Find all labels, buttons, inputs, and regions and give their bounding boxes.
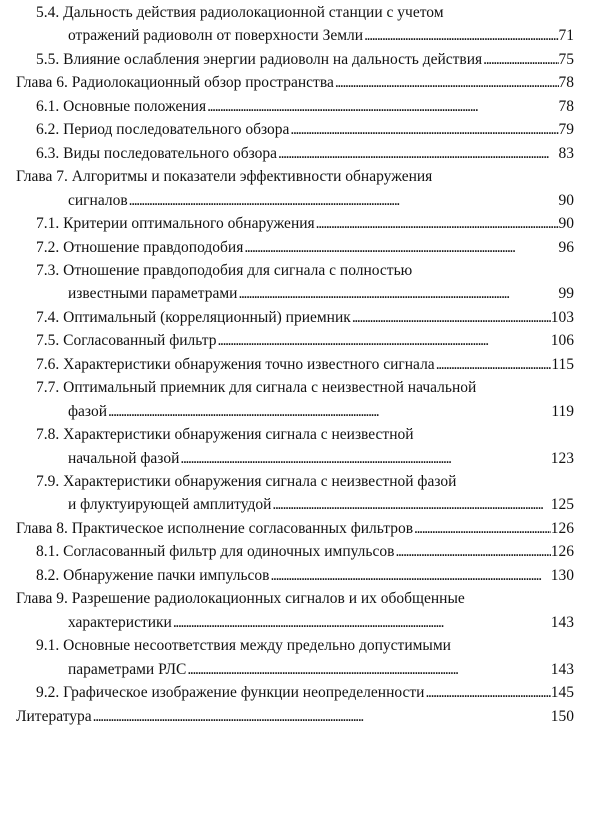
page-number: 150 xyxy=(550,707,574,725)
toc-entry[interactable] xyxy=(36,96,574,118)
dot-leader xyxy=(435,354,552,376)
toc-entry-title: параметрами РЛС xyxy=(68,660,187,678)
toc-entry-title: 7.6. Характеристики обнаружения точно известного сигнала xyxy=(36,355,435,373)
dot-leader xyxy=(206,96,558,118)
dot-leader xyxy=(179,448,550,470)
page-number: 71 xyxy=(558,27,574,45)
toc-entry[interactable] xyxy=(68,448,574,470)
dot-leader xyxy=(394,541,550,563)
toc-entry-title: 6.1. Основные положения xyxy=(36,97,207,115)
page-number: 145 xyxy=(550,684,574,702)
page-number: 130 xyxy=(550,566,574,584)
page-number: 78 xyxy=(558,97,574,115)
toc-entry[interactable] xyxy=(36,237,574,259)
toc-entry-title: 5.5. Влияние ослабления энергии радиоволн на дальность действия xyxy=(36,50,483,68)
page-number: 126 xyxy=(550,543,574,561)
page-number: 125 xyxy=(550,496,574,514)
toc-entry-title: 5.4. Дальность действия радиолокационной станции с учетом xyxy=(36,4,444,21)
page-number: 75 xyxy=(558,50,574,68)
toc-entry[interactable] xyxy=(16,518,574,540)
toc-entry[interactable] xyxy=(68,25,574,47)
toc-entry[interactable] xyxy=(68,401,574,423)
toc-entry-title: 6.2. Период последовательного обзора xyxy=(36,121,290,139)
toc-entry[interactable] xyxy=(68,283,574,305)
toc-entry-title: характеристики xyxy=(68,613,172,631)
dot-leader xyxy=(424,682,550,704)
toc-entry-title: Глава 9. Разрешение радиолокационных сигналов и их обобщенные xyxy=(16,590,465,608)
dot-leader xyxy=(269,565,550,587)
toc-entry-title: 6.3. Виды последовательного обзора xyxy=(36,144,278,162)
toc-entry-title: отражений радиоволн от поверхности Земли xyxy=(68,27,364,45)
toc-entry-title: 7.8. Характеристики обнаружения сигнала с неизвестной xyxy=(36,426,414,444)
page-number: 96 xyxy=(558,238,574,256)
toc-entry-title: Глава 7. Алгоритмы и показатели эффективности обнаружения xyxy=(16,168,433,186)
toc-entry-line[interactable] xyxy=(36,377,476,399)
dot-leader xyxy=(351,307,551,329)
page-number: 90 xyxy=(558,215,574,233)
page-number: 83 xyxy=(558,144,574,162)
page-number: 99 xyxy=(558,285,574,303)
toc-entry-title: 8.2. Обнаружение пачки импульсов xyxy=(36,566,270,584)
toc-entry[interactable] xyxy=(36,143,574,165)
dot-leader xyxy=(482,49,558,71)
toc-entry-title: 8.1. Согласованный фильтр для одиночных импульсов xyxy=(36,543,395,561)
dot-leader xyxy=(172,612,551,634)
dot-leader xyxy=(363,25,558,47)
toc-entry-title: 9.2. Графическое изображение функции неопределенности xyxy=(36,684,425,702)
toc-entry[interactable] xyxy=(36,330,574,352)
toc-entry-title: 7.1. Критерии оптимального обнаружения xyxy=(36,215,315,233)
toc-entry[interactable] xyxy=(36,682,574,704)
toc-entry[interactable] xyxy=(36,307,574,329)
toc-entry-line[interactable] xyxy=(36,2,444,24)
toc-entry-line[interactable] xyxy=(16,166,432,188)
dot-leader xyxy=(289,119,558,141)
page-number: 119 xyxy=(551,402,574,420)
dot-leader xyxy=(128,190,559,212)
toc-entry[interactable] xyxy=(36,565,574,587)
toc-entry-title: сигналов xyxy=(68,191,128,209)
toc-entry[interactable] xyxy=(68,190,574,212)
page-number: 78 xyxy=(558,74,574,92)
toc-entry-line[interactable] xyxy=(36,260,412,282)
page-number: 126 xyxy=(550,519,574,537)
dot-leader xyxy=(237,283,558,305)
toc-entry[interactable] xyxy=(36,541,574,563)
toc-entry-title: Глава 8. Практическое исполнение согласованных фильтров xyxy=(16,519,414,537)
dot-leader xyxy=(92,706,551,728)
page-number: 106 xyxy=(550,332,574,350)
page-number: 143 xyxy=(550,613,574,631)
toc-entry-line[interactable] xyxy=(36,424,414,446)
toc-entry-title: 7.9. Характеристики обнаружения сигнала с неизвестной фазой xyxy=(36,473,457,490)
dot-leader xyxy=(413,518,551,540)
dot-leader xyxy=(277,143,558,165)
dot-leader xyxy=(271,494,550,516)
toc-entry-title: 7.4. Оптимальный (корреляционный) приемник xyxy=(36,308,351,326)
toc-entry[interactable] xyxy=(16,706,574,728)
toc-entry-title: известными параметрами xyxy=(68,285,238,303)
toc-entry[interactable] xyxy=(68,612,574,634)
page-number: 90 xyxy=(558,191,574,209)
toc-entry-title: 7.5. Согласованный фильтр xyxy=(36,332,217,350)
toc-entry[interactable] xyxy=(36,119,574,141)
toc-entry-title: 7.3. Отношение правдоподобия для сигнала с полностью xyxy=(36,261,413,279)
toc-entry[interactable] xyxy=(36,354,574,376)
toc-entry-line[interactable] xyxy=(36,635,451,657)
toc-entry-title: 9.1. Основные несоответствия между предельно допустимыми xyxy=(36,637,451,655)
toc-entry-title: фазой xyxy=(68,402,107,420)
toc-entry-line[interactable] xyxy=(36,471,456,493)
toc-entry[interactable] xyxy=(68,659,574,681)
page-number: 123 xyxy=(550,449,574,467)
page-number: 143 xyxy=(550,660,574,678)
dot-leader xyxy=(334,72,559,94)
toc-entry[interactable] xyxy=(68,494,574,516)
toc-entry-title: и флуктуирующей амплитудой xyxy=(68,496,272,514)
dot-leader xyxy=(243,237,558,259)
page-number: 79 xyxy=(558,121,574,139)
toc-entry-title: Литература xyxy=(16,707,92,725)
page-number: 103 xyxy=(550,308,574,326)
toc-entry-title: начальной фазой xyxy=(68,449,180,467)
toc-entry-title: Глава 6. Радиолокационный обзор пространства xyxy=(16,74,334,92)
toc-entry[interactable] xyxy=(16,72,574,94)
dot-leader xyxy=(107,401,551,423)
toc-entry[interactable] xyxy=(36,213,574,235)
toc-entry[interactable] xyxy=(36,49,574,71)
toc-entry-title: 7.2. Отношение правдоподобия xyxy=(36,238,244,256)
dot-leader xyxy=(315,213,559,235)
page-number: 115 xyxy=(551,355,574,373)
toc-entry-title: 7.7. Оптимальный приемник для сигнала с неизвестной начальной xyxy=(36,379,477,397)
dot-leader xyxy=(216,330,550,352)
toc-entry-line[interactable] xyxy=(16,588,465,610)
dot-leader xyxy=(186,659,550,681)
